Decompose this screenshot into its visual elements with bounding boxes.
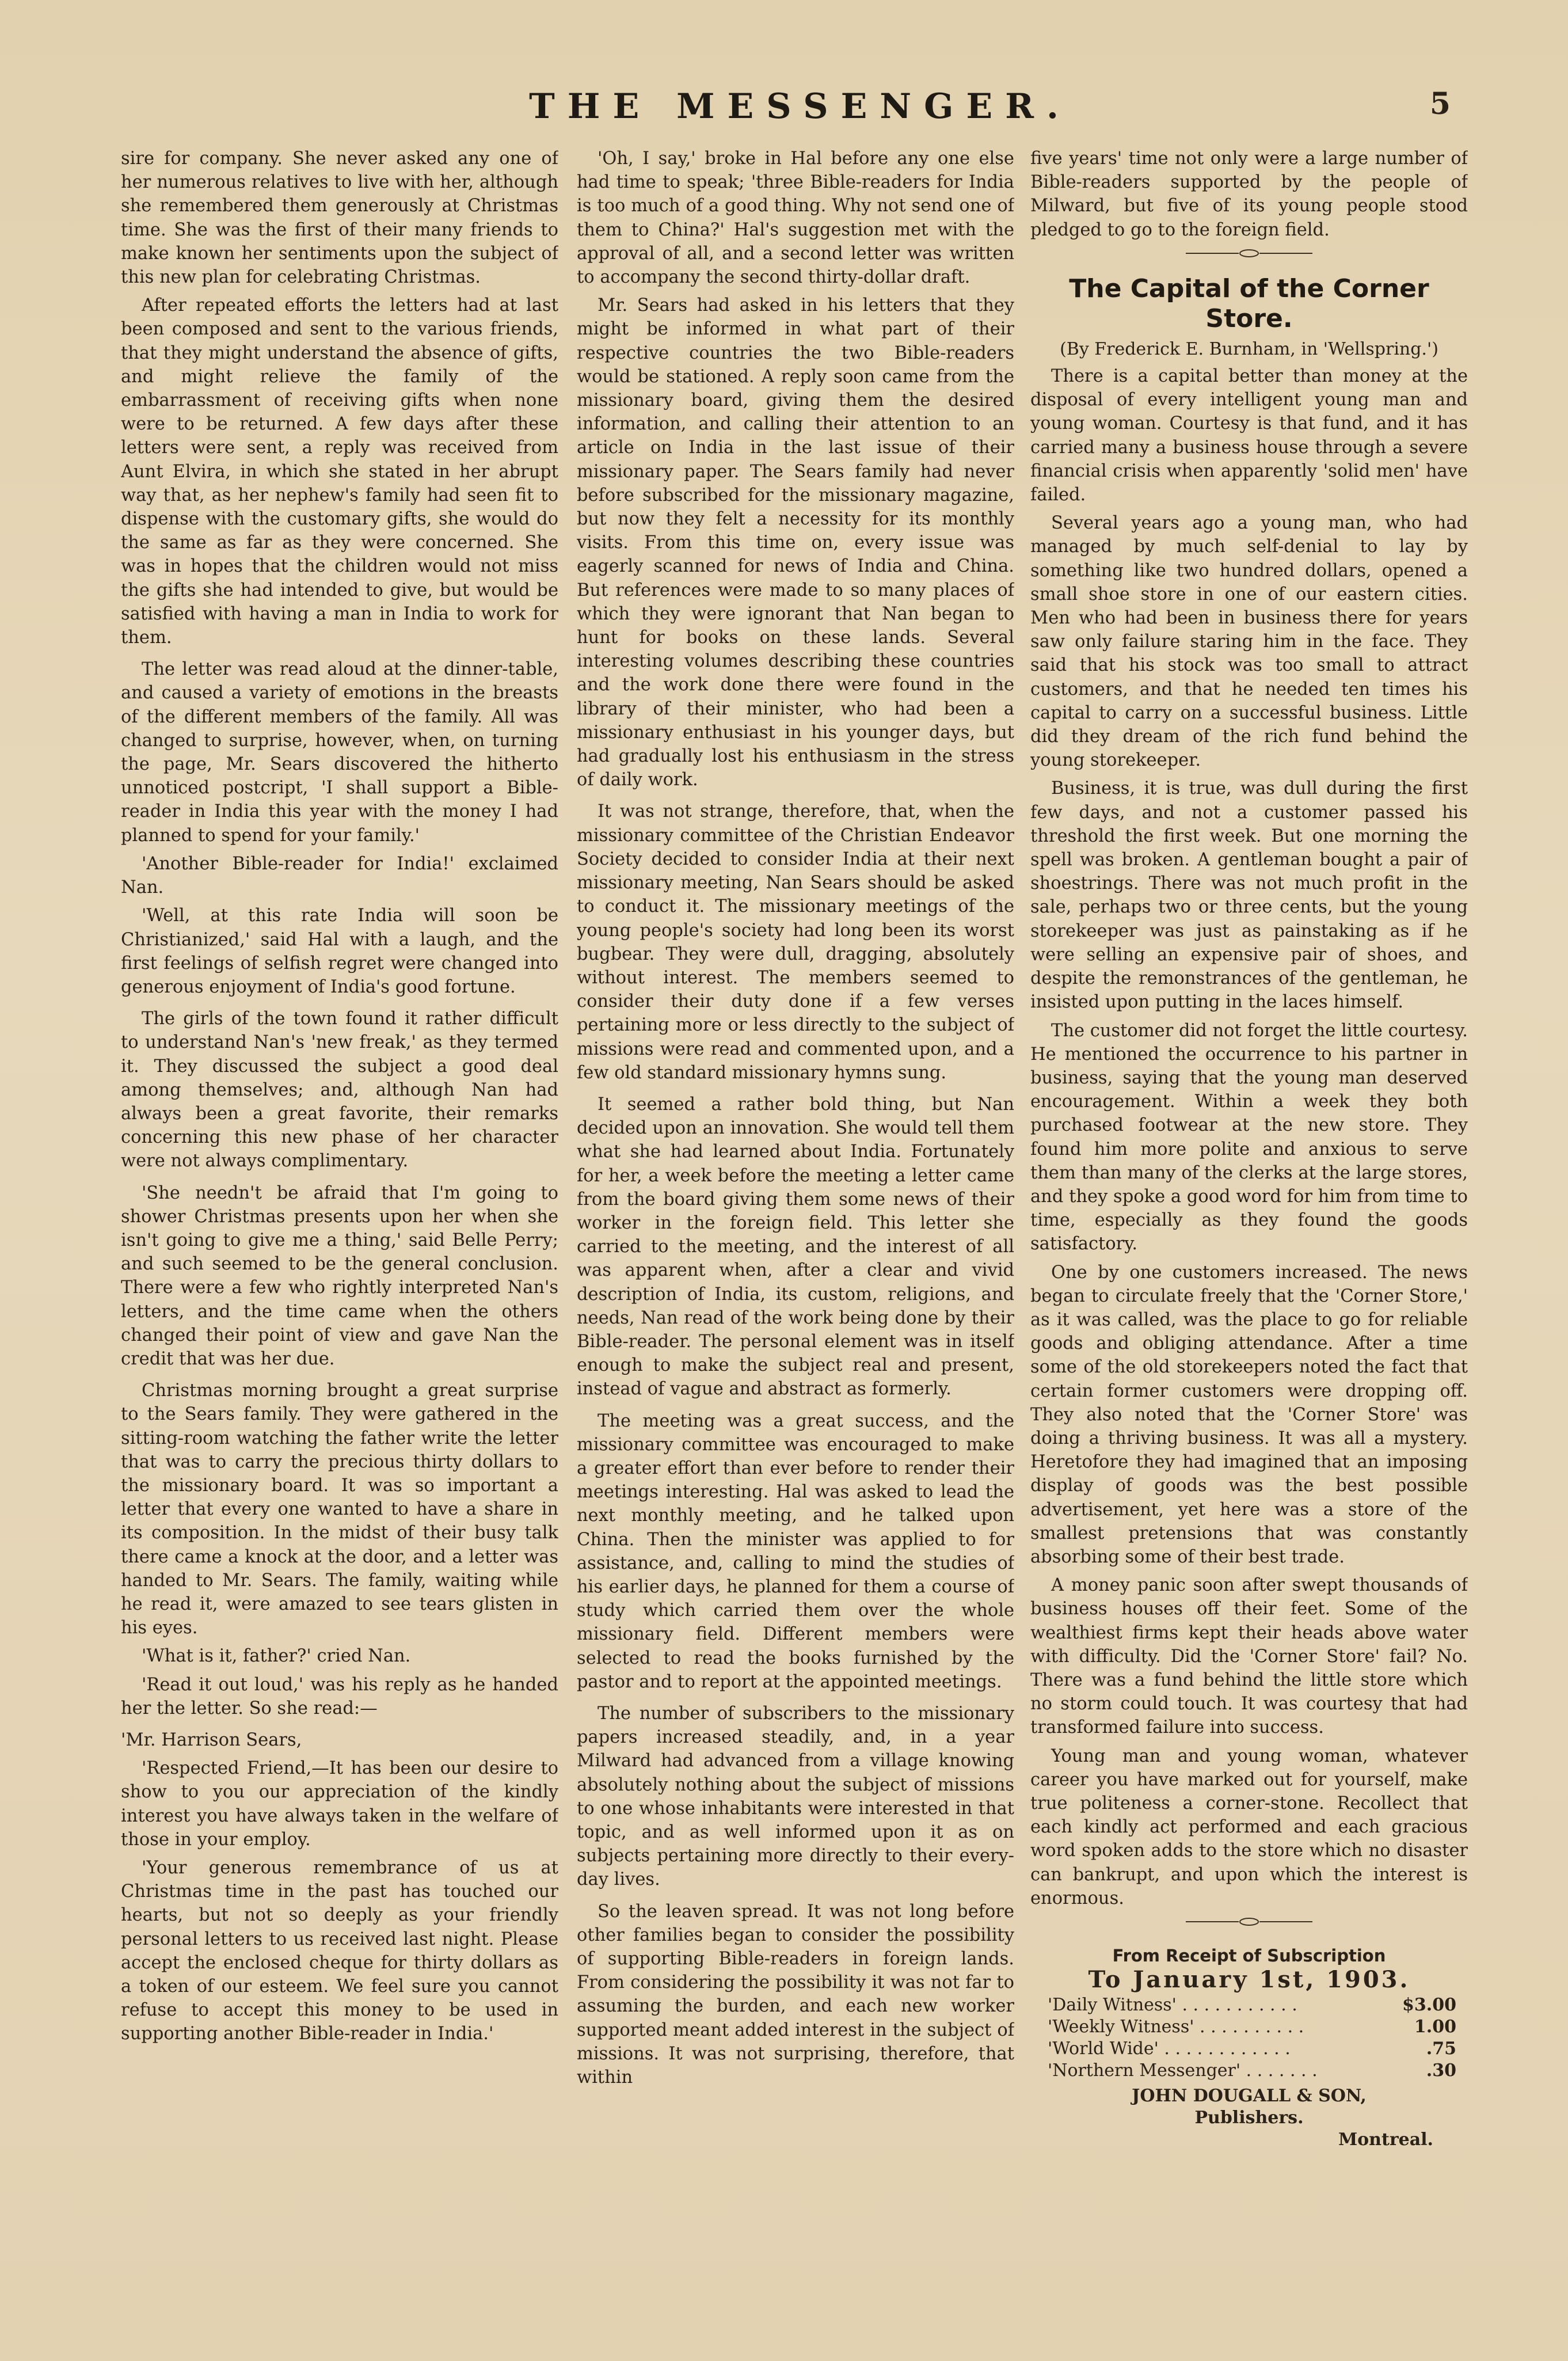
paragraph: five years' time not only were a large number of Bible-readers supported by the people of Milward, but five of its young people stood pledged to go to the foreign field. [1030, 149, 1468, 240]
publication-price: $3.00 [1402, 1995, 1456, 2016]
letter-salutation: 'Mr. Harrison Sears, [121, 1730, 302, 1750]
column-2 [577, 147, 1014, 2323]
paragraph: It seemed a rather bold thing, but Nan decided upon an innovation. She would tell them what she had learned about India. Fortunately for her, a week before the meeting a letter came from the board giving them some news of their worker in the foreign field. This letter she carried to the meeting, and the interest of all was apparent when, after a clear and vivid description of India, its custom, religions, and needs, Nan read of the work being done by their Bible-reader. The personal element was in itself enough to make the subject real and present, instead of vague and abstract as formerly. [577, 1094, 1014, 1400]
publication-price: .75 [1426, 2039, 1456, 2059]
paragraph: 'Well, at this rate India will soon be Christianized,' said Hal with a laugh, and the first feelings of selfish regret were changed into generous enjoyment of India's good fortune. [121, 906, 558, 997]
paragraph: The number of subscribers to the missionary papers increased steadily, and, in a year Milward had advanced from a village knowing absolutely nothing about the subject of missions to one whose inhabitants were interested in that topic, and as well informed upon it as on subjects pertaining more directly to their every-day lives. [577, 1704, 1014, 1890]
masthead [115, 86, 1485, 132]
publication-name: 'World Wide' . . . . . . . . . . . . [1048, 2039, 1291, 2059]
price-row [1030, 2016, 1468, 2038]
paragraph: The customer did not forget the little courtesy. He mentioned the occurrence to his partner in business, saying that the young man deserved encouragement. Within a week they both purchased footwear at the new store. They found him more polite and anxious to serve them than many of the clerks at the large stores, and they spoke a good word for him from time to time, especially as they found the goods satisfactory. [1030, 1020, 1468, 1254]
paragraph: The girls of the town found it rather difficult to understand Nan's 'new freak,' as they termed it. They discussed the subject a good deal among themselves; and, although Nan had always been a great favorite, their remarks concerning this new phase of her character were not always complimentary. [121, 1009, 558, 1172]
paragraph: 'She needn't be afraid that I'm going to shower Christmas presents upon her when she isn't going to give me a thing,' said Belle Perry; and such seemed to be the general conclusion. There were a few who rightly interpreted Nan's letters, and the time came when the others changed their point of view and gave Nan the credit that was her due. [121, 1183, 558, 1369]
subscription-notice [1030, 1945, 1468, 2151]
price-row [1030, 2060, 1468, 2082]
paragraph: 'Your generous remembrance of us at Christmas time in the past has touched our hearts, but not so deeply as your friendly personal letters to us received last night. Please accept the enclosed cheque for thirty dollars as a token of our esteem. We feel sure you cannot refuse to accept this money to be used in supporting another Bible-reader in India.' [121, 1858, 558, 2044]
ornament-divider [1030, 1916, 1468, 1930]
paragraph: 'Read it out loud,' was his reply as he handed her the letter. So she read:— [121, 1674, 558, 1719]
price-row [1030, 2038, 1468, 2060]
paragraph: So the leaven spread. It was not long before other families began to consider the possibility of supporting Bible-readers in foreign lands. From considering the possibility it was not far to assuming the burden, and each new worker supported meant added interest in the subject of missions. It was not surprising, therefore, that within [577, 1901, 1014, 2088]
publication-name: 'Daily Witness' . . . . . . . . . . . [1048, 1995, 1297, 2016]
publisher-role: Publishers. [1194, 2108, 1304, 2128]
article-byline: (By Frederick E. Burnham, in 'Wellspring.') [1060, 339, 1438, 359]
paragraph: It was not strange, therefore, that, when the missionary committee of the Christian Endeavor Society decided to consider India at their next missionary meeting, Nan Sears should be asked to conduct it. The missionary meetings of the young people's society had long been its worst bugbear. They were dull, dragging, absolutely without interest. The members seemed to consider their duty done if a few verses pertaining more or less directly to the subject of missions were read and commented upon, and a few old standard missionary hymns sung. [577, 801, 1014, 1083]
column-3 [1030, 147, 1468, 2323]
paragraph: The meeting was a great success, and the missionary committee was encouraged to make a greater effort than ever before to render their meetings interesting. Hal was asked to lead the next monthly meeting, and he talked upon China. Then the minister was applied to for assistance, and, calling to mind the studies of his earlier days, he planned for them a course of study which carried them over the whole missionary field. Different members were selected to read the books furnished by the pastor and to report at the appointed meetings. [577, 1410, 1014, 1692]
article-title: The Capital of the Corner Store. [1069, 273, 1429, 333]
paragraph: 'Another Bible-reader for India!' exclaimed Nan. [121, 853, 558, 898]
publication-name: 'Northern Messenger' . . . . . . . [1048, 2060, 1318, 2081]
paragraph: Several years ago a young man, who had managed by much self-denial to lay by something like two hundred dollars, opened a small shoe store in one of our eastern cities. Men who had been in business there for years saw only failure staring him in the face. They said that his stock was too small to attract customers, and that he needed ten times his capital to carry on a successful business. Little did they dream of the rich fund behind the young storekeeper. [1030, 513, 1468, 771]
paragraph: 'Oh, I say,' broke in Hal before any one else had time to speak; 'three Bible-readers for India is too much of a good thing. Why not send one of them to China?' Hal's suggestion met with the approval of all, and a second letter was written to accompany the second thirty-dollar draft. [577, 149, 1014, 288]
paragraph: The letter was read aloud at the dinner-table, and caused a variety of emotions in the breasts of the different members of the family. All was changed to surprise, however, when, on turning the page, Mr. Sears discovered the hitherto unnoticed postcript, 'I shall support a Bible-reader in India this year with the money I had planned to spend for your family.' [121, 659, 558, 846]
paragraph: sire for company. She never asked any one of her numerous relatives to live with her, although she remembered them generously at Christmas time. She was the first of their many friends to make known her sentiments upon the subject of this new plan for celebrating Christmas. [121, 149, 558, 288]
publication-price: .30 [1426, 2060, 1456, 2081]
paragraph: There is a capital better than money at the disposal of every intelligent young man and young woman. Courtesy is that fund, and it has carried many a business house through a severe financial crisis when apparently 'solid men' have failed. [1030, 366, 1468, 505]
paragraph: 'Respected Friend,—It has been our desire to show to you our appreciation of the kindly interest you have always taken in the welfare of those in your employ. [121, 1758, 558, 1850]
paragraph: After repeated efforts the letters had at last been composed and sent to the various friends, that they might understand the absence of gifts, and might relieve the family of the embarrassment of receiving gifts when none were to be returned. A few days after these letters were sent, a reply was received from Aunt Elvira, in which she stated in her abrupt way that, as her nephew's family had seen fit to dispense with the customary gifts, she would do the same as far as they were concerned. She was in hopes that the children would not miss the gifts she had intended to give, but would be satisfied with having a man in India to work for them. [121, 295, 558, 648]
ornament-divider [1030, 248, 1468, 261]
publisher-city: Montreal. [1338, 2130, 1433, 2150]
publication-name: 'Weekly Witness' . . . . . . . . . . [1048, 2017, 1304, 2037]
paragraph: Mr. Sears had asked in his letters that they might be informed in what part of their respective countries the two Bible-readers would be stationed. A reply soon came from the missionary board, giving them the desired information, and calling their attention to an article on India in the last issue of their missionary paper. The Sears family had never before subscribed for the missionary magazine, but now they felt a necessity for its monthly visits. From this time on, every issue was eagerly scanned for news of India and China. But references were made to so many places of which they were ignorant that Nan began to hunt for books on these lands. Several interesting volumes describing these countries and the work done there were found in the library of their minister, who had been a missionary enthusiast in his younger days, but had gradually lost his enthusiasm in the stress of daily work. [577, 295, 1014, 790]
price-row [1030, 1994, 1468, 2016]
paragraph: 'What is it, father?' cried Nan. [142, 1646, 411, 1667]
subscription-heading: From Receipt of Subscription [1112, 1946, 1386, 1966]
paragraph: Young man and young woman, whatever career you have marked out for yourself, make true politeness a corner-stone. Recollect that each kindly act performed and each gracious word spoken adds to the store which no disaster can bankrupt, and upon which the interest is enormous. [1030, 1746, 1468, 1908]
newspaper-title: THE MESSENGER. [529, 86, 1071, 127]
publisher-name: JOHN DOUGALL & SON, [1132, 2086, 1367, 2107]
paragraph: Christmas morning brought a great surprise to the Sears family. They were gathered in the sitting-room watching the father write the letter that was to carry the precious thirty dollars to the missionary board. It was so important a letter that every one wanted to have a share in its composition. In the midst of their busy talk there came a knock at the door, and a letter was handed to Mr. Sears. The family, waiting while he read it, were amazed to see tears glisten in his eyes. [121, 1381, 558, 1638]
publication-price: 1.00 [1414, 2017, 1456, 2037]
paragraph: Business, it is true, was dull during the first few days, and not a customer passed his threshold the first week. But one morning the spell was broken. A gentleman bought a pair of shoestrings. There was not much profit in the sale, perhaps two or three cents, but the young storekeeper was just as painstaking as if he were selling an expensive pair of shoes, and despite the remonstrances of the gentleman, he insisted upon putting in the laces himself. [1030, 778, 1468, 1013]
paragraph: A money panic soon after swept thousands of business houses off their feet. Some of the wealthiest firms kept their heads above water with difficulty. Did the 'Corner Store' fail? No. There was a fund behind the little store which no storm could touch. It was courtesy that had transformed failure into success. [1030, 1575, 1468, 1738]
subscription-date: To January 1st, 1903. [1088, 1966, 1410, 1994]
paragraph: One by one customers increased. The news began to circulate freely that the 'Corner Store,' as it was called, was the place to go for reliable goods and obliging attendance. After a time some of the old storekeepers noted the fact that certain former customers were dropping off. They also noted that the 'Corner Store' was doing a thriving business. It was all a mystery. Heretofore they had imagined that an imposing display of goods was the best possible advertisement, yet here was a store of the smallest pretensions that was constantly absorbing some of their best trade. [1030, 1262, 1468, 1567]
page-number: 5 [1429, 86, 1451, 121]
column-1 [121, 147, 558, 2323]
